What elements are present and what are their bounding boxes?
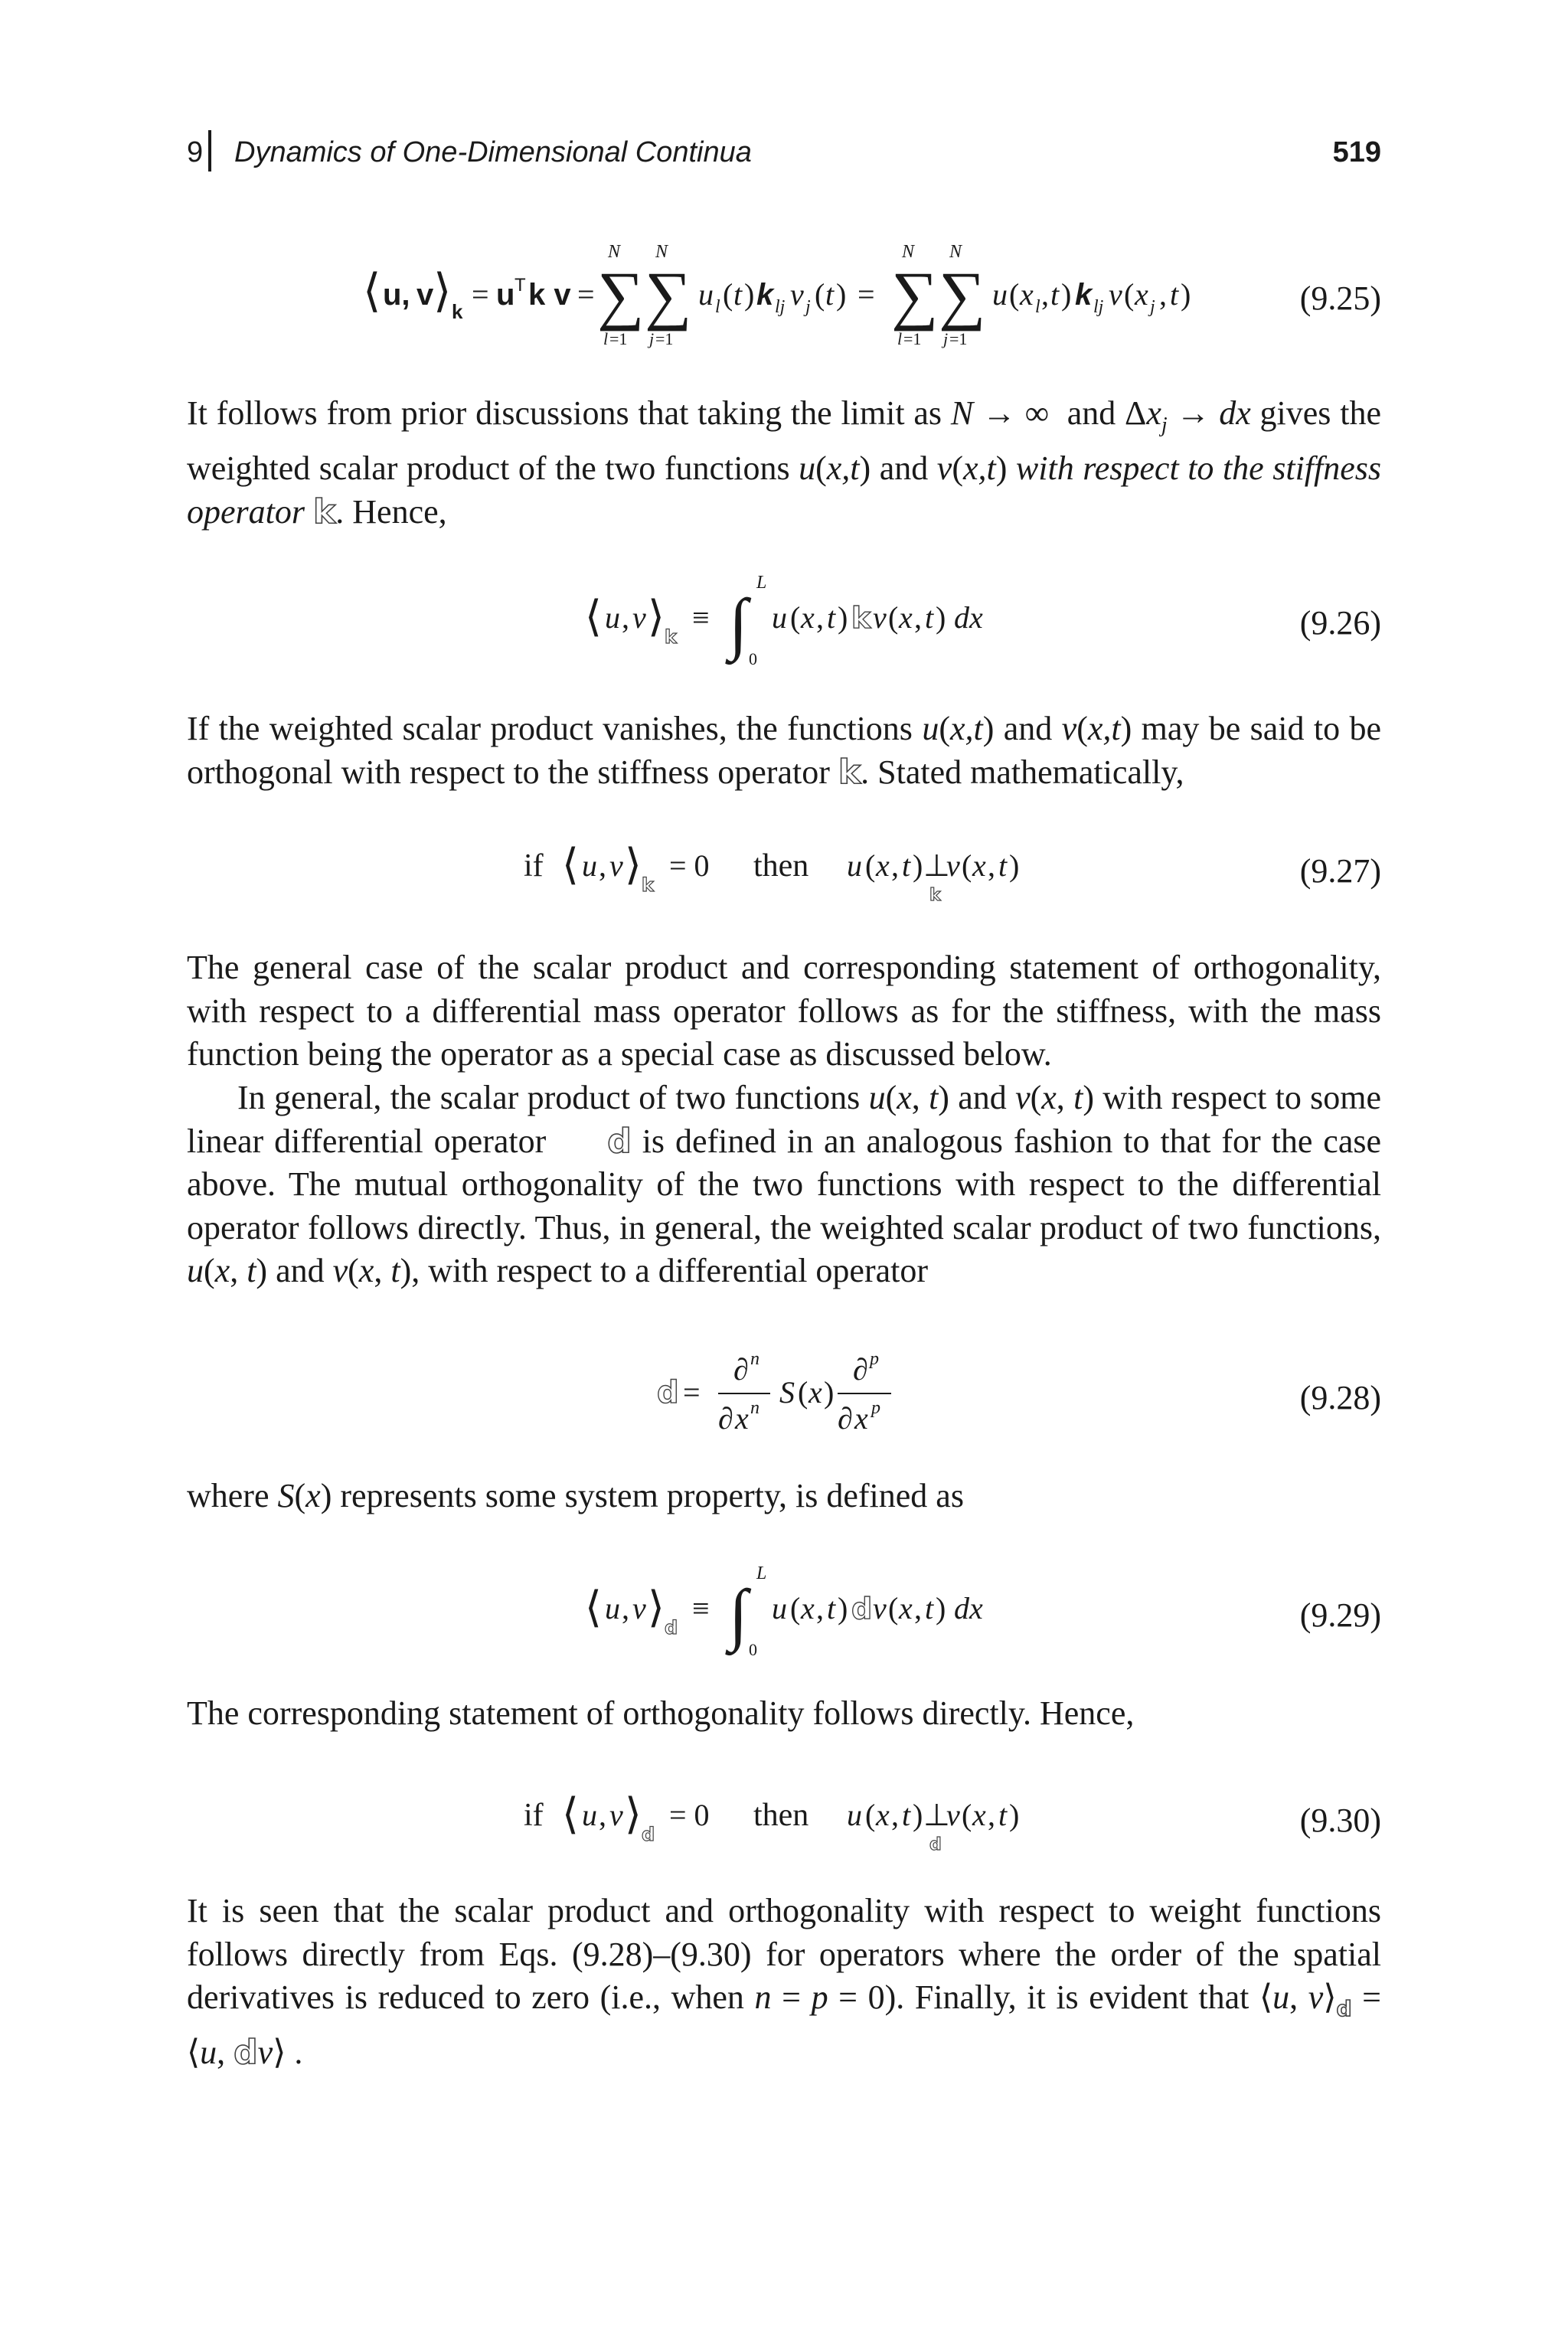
running-title: Dynamics of One-Dimensional Continua <box>234 136 752 168</box>
svg-text:N: N <box>608 242 621 262</box>
equation-number: (9.28) <box>1299 1379 1381 1416</box>
text-run: represents some system property, is defined as <box>340 1477 964 1514</box>
svg-text:l: l <box>603 329 609 348</box>
equation-9-28-graphic <box>187 1340 1381 1447</box>
svg-text:v: v <box>873 600 887 635</box>
svg-text:=1: =1 <box>609 329 628 348</box>
text-run: , with respect to a differential operator <box>411 1252 929 1289</box>
svg-text:x: x <box>876 1798 890 1832</box>
svg-text:,: , <box>914 600 922 635</box>
svg-text:u,: u, <box>383 278 410 312</box>
svg-text:dx: dx <box>954 1591 983 1625</box>
svg-text:then: then <box>753 848 809 884</box>
svg-text:t: t <box>925 600 934 635</box>
svg-text:(: ( <box>865 848 876 883</box>
svg-text:): ) <box>936 1591 946 1625</box>
svg-text:=1: =1 <box>949 329 968 348</box>
svg-text:,: , <box>988 848 995 883</box>
svg-text:t: t <box>827 1591 836 1625</box>
svg-text:⊥: ⊥ <box>923 1798 950 1832</box>
svg-text:= 0: = 0 <box>669 1798 710 1832</box>
svg-text:N: N <box>655 242 668 262</box>
svg-text:t: t <box>902 1798 911 1832</box>
svg-text:x: x <box>808 1375 822 1410</box>
svg-text:=: = <box>472 277 489 312</box>
svg-text:then: then <box>753 1798 809 1833</box>
svg-text:,: , <box>816 600 824 635</box>
svg-text:v: v <box>632 1591 646 1625</box>
svg-text:u: u <box>847 1798 862 1832</box>
svg-text:x: x <box>899 1591 913 1625</box>
text-run: If the weighted scalar product vanishes, the functions <box>187 710 913 747</box>
paragraph-limit: It follows from prior discussions that taking the limit as N → ∞ and $\Delta x_j$ → dx gives the weighted scalar product of the two functions u(x,t) and v(x,t) with respect to the stiffness operator k. Hence, <box>187 394 1382 531</box>
text-run: where <box>187 1477 270 1514</box>
svg-text:,: , <box>891 848 899 883</box>
svg-text:0: 0 <box>749 1640 757 1659</box>
svg-text:,: , <box>599 848 606 883</box>
svg-text:if: if <box>524 1798 544 1833</box>
equation-number: (9.30) <box>1299 1802 1381 1839</box>
svg-text:t: t <box>825 277 835 312</box>
svg-text:k: k <box>665 626 677 648</box>
svg-text:t: t <box>1050 277 1060 312</box>
svg-text:t: t <box>925 1591 934 1625</box>
svg-text:x: x <box>1020 277 1034 312</box>
svg-text:≡: ≡ <box>692 600 710 635</box>
svg-text:k: k <box>929 886 941 905</box>
svg-text:T: T <box>514 275 526 296</box>
equation-9-25 <box>187 230 1381 360</box>
text-run: the weighted scalar product of the two functions <box>187 394 1381 488</box>
running-header <box>187 130 1381 176</box>
svg-text:,: , <box>816 1591 824 1625</box>
equation-9-26 <box>187 567 1381 674</box>
svg-text:∑: ∑ <box>645 258 692 332</box>
svg-text:x: x <box>854 1401 868 1436</box>
svg-text:): ) <box>1181 277 1191 312</box>
svg-text:∑: ∑ <box>891 258 939 332</box>
equation-9-27-graphic <box>187 835 1381 919</box>
svg-text:d: d <box>665 1617 678 1638</box>
svg-text:): ) <box>838 1591 848 1625</box>
svg-text:∂: ∂ <box>718 1401 733 1436</box>
svg-text:): ) <box>824 1375 835 1410</box>
svg-text:∫: ∫ <box>729 1576 748 1652</box>
svg-text:,: , <box>988 1798 995 1832</box>
svg-text:l: l <box>1035 297 1040 317</box>
svg-text:): ) <box>744 277 755 312</box>
svg-text:x: x <box>972 848 986 883</box>
svg-text:k: k <box>1075 278 1093 312</box>
equation-9-28 <box>187 1340 1381 1447</box>
equation-number: (9.26) <box>1299 604 1381 642</box>
text-run: with respect to some linear differential operator <box>187 1079 1382 1160</box>
svg-text:,: , <box>622 600 629 635</box>
svg-text:): ) <box>913 1798 923 1832</box>
svg-text:n: n <box>750 1398 760 1418</box>
svg-text:u: u <box>772 600 787 635</box>
svg-text:): ) <box>1061 277 1072 312</box>
svg-text:): ) <box>1009 1798 1020 1832</box>
svg-text:(: ( <box>962 1798 972 1832</box>
svg-text:k: k <box>642 874 654 896</box>
equation-9-26-graphic <box>187 567 1381 674</box>
svg-text:k: k <box>452 300 463 323</box>
svg-text:l: l <box>715 297 720 317</box>
svg-text:j: j <box>943 329 949 348</box>
text-run: . Hence, <box>335 492 447 531</box>
svg-text:u: u <box>605 600 620 635</box>
equation-number: (9.27) <box>1299 852 1381 890</box>
text-run: It is seen that the scalar product and orthogonality with respect to weight functions follows directly from Eqs. (9.28)–(9.30) for operators where the order of the spatial derivatives is reduced to zero (i.e., when <box>187 1892 1381 2016</box>
svg-text:): ) <box>836 277 847 312</box>
svg-text:n: n <box>750 1349 760 1369</box>
equation-number: (9.25) <box>1299 279 1381 317</box>
svg-text:lj: lj <box>775 297 786 317</box>
svg-text:(: ( <box>888 600 899 635</box>
svg-text:l: l <box>897 329 903 348</box>
svg-text:j: j <box>1150 297 1155 317</box>
svg-text:=: = <box>858 277 875 312</box>
svg-text:v: v <box>609 1798 623 1832</box>
svg-text:⟨: ⟨ <box>585 593 602 641</box>
svg-text:x: x <box>735 1401 749 1436</box>
svg-text:N: N <box>949 242 962 262</box>
svg-text:d: d <box>642 1824 655 1845</box>
svg-text:,: , <box>1041 277 1049 312</box>
svg-text:v: v <box>790 277 804 312</box>
text-run: with respect to the stiffness operator <box>187 449 1382 531</box>
svg-text:): ) <box>936 600 946 635</box>
equation-9-30-graphic <box>187 1776 1381 1861</box>
svg-text:⟨: ⟨ <box>562 841 579 889</box>
svg-text:N: N <box>902 242 915 262</box>
svg-text:⟩: ⟩ <box>433 266 452 316</box>
svg-text:v: v <box>632 600 646 635</box>
svg-text:∂: ∂ <box>853 1352 868 1387</box>
equation-number: (9.29) <box>1299 1596 1381 1634</box>
equation-9-27 <box>187 835 1381 919</box>
svg-text:t: t <box>998 1798 1008 1832</box>
svg-text:): ) <box>838 600 848 635</box>
svg-text:if: if <box>524 848 544 884</box>
svg-text:(: ( <box>888 1591 899 1625</box>
svg-text:∂: ∂ <box>733 1352 749 1387</box>
svg-text:≡: ≡ <box>692 1591 710 1625</box>
text-run: In general, the scalar product of two functions <box>237 1079 861 1116</box>
header-divider <box>208 130 211 172</box>
svg-text:k: k <box>756 278 774 312</box>
svg-text:⟨: ⟨ <box>363 266 381 316</box>
svg-text:(: ( <box>798 1375 808 1410</box>
svg-text:(: ( <box>865 1798 876 1832</box>
svg-text:x: x <box>1135 277 1148 312</box>
svg-text:u: u <box>582 848 597 883</box>
svg-text:t: t <box>902 848 911 883</box>
svg-text:,: , <box>599 1798 606 1832</box>
svg-text:x: x <box>801 600 815 635</box>
svg-text:k v: k v <box>528 278 571 312</box>
svg-text:0: 0 <box>749 649 757 668</box>
svg-text:u: u <box>992 277 1008 312</box>
svg-text:=: = <box>683 1375 701 1410</box>
svg-text:u: u <box>698 277 714 312</box>
svg-text:=1: =1 <box>655 329 674 348</box>
svg-text:∑: ∑ <box>597 258 645 332</box>
svg-text:L: L <box>756 573 767 593</box>
equation-9-30 <box>187 1776 1381 1861</box>
svg-text:⟩: ⟩ <box>625 841 642 889</box>
equation-9-29 <box>187 1557 1381 1665</box>
svg-text:,: , <box>891 1798 899 1832</box>
svg-text:⟨: ⟨ <box>585 1584 602 1632</box>
svg-text:v: v <box>1109 277 1122 312</box>
svg-text:u: u <box>847 848 862 883</box>
svg-text:x: x <box>876 848 890 883</box>
svg-text:(: ( <box>723 277 733 312</box>
paragraph-orthogonal: If the weighted scalar product vanishes, the functions u(x,t) and v(x,t) may be said to be orthogonal with respect to the stiffness operator k. Stated mathematically, <box>187 710 1382 792</box>
svg-text:v: v <box>873 1591 887 1625</box>
svg-text:,: , <box>914 1591 922 1625</box>
svg-text:S: S <box>779 1375 795 1410</box>
svg-text:p: p <box>871 1398 880 1418</box>
text-run: ). Finally, it is evident that <box>884 1978 1250 2016</box>
svg-text:=: = <box>577 277 595 312</box>
svg-text:): ) <box>1009 848 1020 883</box>
svg-text:t: t <box>733 277 743 312</box>
paragraph-orthogonality-statement: The corresponding statement of orthogonality follows directly. Hence, <box>187 1694 1135 1732</box>
svg-text:x: x <box>899 600 913 635</box>
svg-text:(: ( <box>1124 277 1135 312</box>
text-run: It follows from prior discussions that taking the limit as <box>187 394 942 432</box>
svg-text:(: ( <box>1009 277 1020 312</box>
svg-text:x: x <box>972 1798 986 1832</box>
svg-text:(: ( <box>790 1591 801 1625</box>
equation-9-29-graphic <box>187 1557 1381 1665</box>
page-number: 519 <box>1332 136 1381 168</box>
svg-text:,: , <box>622 1591 629 1625</box>
paragraph-differential-operator: In general, the scalar product of two functions u(x, t) and v(x, t) with respect to some linear differential operator d is defined in an analogous fashion to that for the case above. The mutual orthogonality of the two functions with respect to the differential operator follows directly. Thus, in general, the weighted scalar product of two functions, u(x, t) and v(x, t), with respect to a differential operator <box>187 1079 1382 1289</box>
svg-text:d: d <box>929 1835 942 1854</box>
svg-text:⊥: ⊥ <box>923 848 950 883</box>
svg-text:p: p <box>870 1349 879 1369</box>
svg-text:∑: ∑ <box>939 258 986 332</box>
svg-text:⟩: ⟩ <box>625 1791 642 1838</box>
svg-text:(: ( <box>962 848 972 883</box>
svg-text:v: v <box>946 848 960 883</box>
svg-text:t: t <box>998 848 1008 883</box>
svg-text:⟩: ⟩ <box>648 1584 665 1632</box>
svg-text:lj: lj <box>1093 297 1104 317</box>
svg-text:x: x <box>801 1591 815 1625</box>
svg-text:(: ( <box>790 600 801 635</box>
svg-text:∫: ∫ <box>729 586 748 662</box>
svg-text:∂: ∂ <box>838 1401 853 1436</box>
svg-text:,: , <box>1159 277 1167 312</box>
svg-text:d: d <box>657 1375 679 1410</box>
svg-text:j: j <box>649 329 655 348</box>
chapter-number: 9 <box>187 136 204 168</box>
svg-text:t: t <box>827 600 836 635</box>
svg-text:): ) <box>913 848 923 883</box>
svg-text:u: u <box>496 278 515 312</box>
paragraph-conclusion: It is seen that the scalar product and orthogonality with respect to weight functions follows directly from Eqs. (9.28)–(9.30) for operators where the order of the spatial derivatives is reduced to zero (i.e., when n = p = 0). Finally, it is evident that ⟨u, $v⟩_d$ = ⟨u, dv⟩ . <box>187 1892 1381 2073</box>
svg-text:u: u <box>582 1798 597 1832</box>
equation-9-25-graphic <box>187 230 1381 360</box>
svg-text:j: j <box>805 297 811 317</box>
svg-text:v: v <box>946 1798 960 1832</box>
svg-text:u: u <box>605 1591 620 1625</box>
svg-text:dx: dx <box>954 600 983 635</box>
svg-text:k: k <box>851 601 871 635</box>
svg-text:u: u <box>772 1591 787 1625</box>
svg-text:(: ( <box>815 277 825 312</box>
paragraph-general-case: The general case of the scalar product and corresponding statement of orthogonality, with respect to a differential mass operator follows as for the stiffness, with the mass function being the operator as a special case as discussed below. <box>187 949 1381 1073</box>
svg-text:= 0: = 0 <box>669 848 710 883</box>
text-run: may be said to be orthogonal with respect to the stiffness operator <box>187 710 1382 791</box>
svg-text:L: L <box>756 1563 767 1583</box>
text-run: . Stated mathematically, <box>861 753 1184 791</box>
svg-text:t: t <box>1170 277 1179 312</box>
svg-text:d: d <box>851 1592 873 1625</box>
svg-text:⟨: ⟨ <box>562 1791 579 1838</box>
paragraph-system-property: where S(x) represents some system property, is defined as <box>187 1477 964 1514</box>
svg-text:⟩: ⟩ <box>648 593 665 641</box>
svg-text:=1: =1 <box>903 329 922 348</box>
svg-text:v: v <box>609 848 623 883</box>
svg-text:v: v <box>416 278 434 312</box>
text-run: is defined in an analogous fashion to that for the case above. The mutual orthogonality of the two functions with respect to the differential operator follows directly. Thus, in general, the weighted scalar product of two functions, <box>187 1122 1382 1246</box>
